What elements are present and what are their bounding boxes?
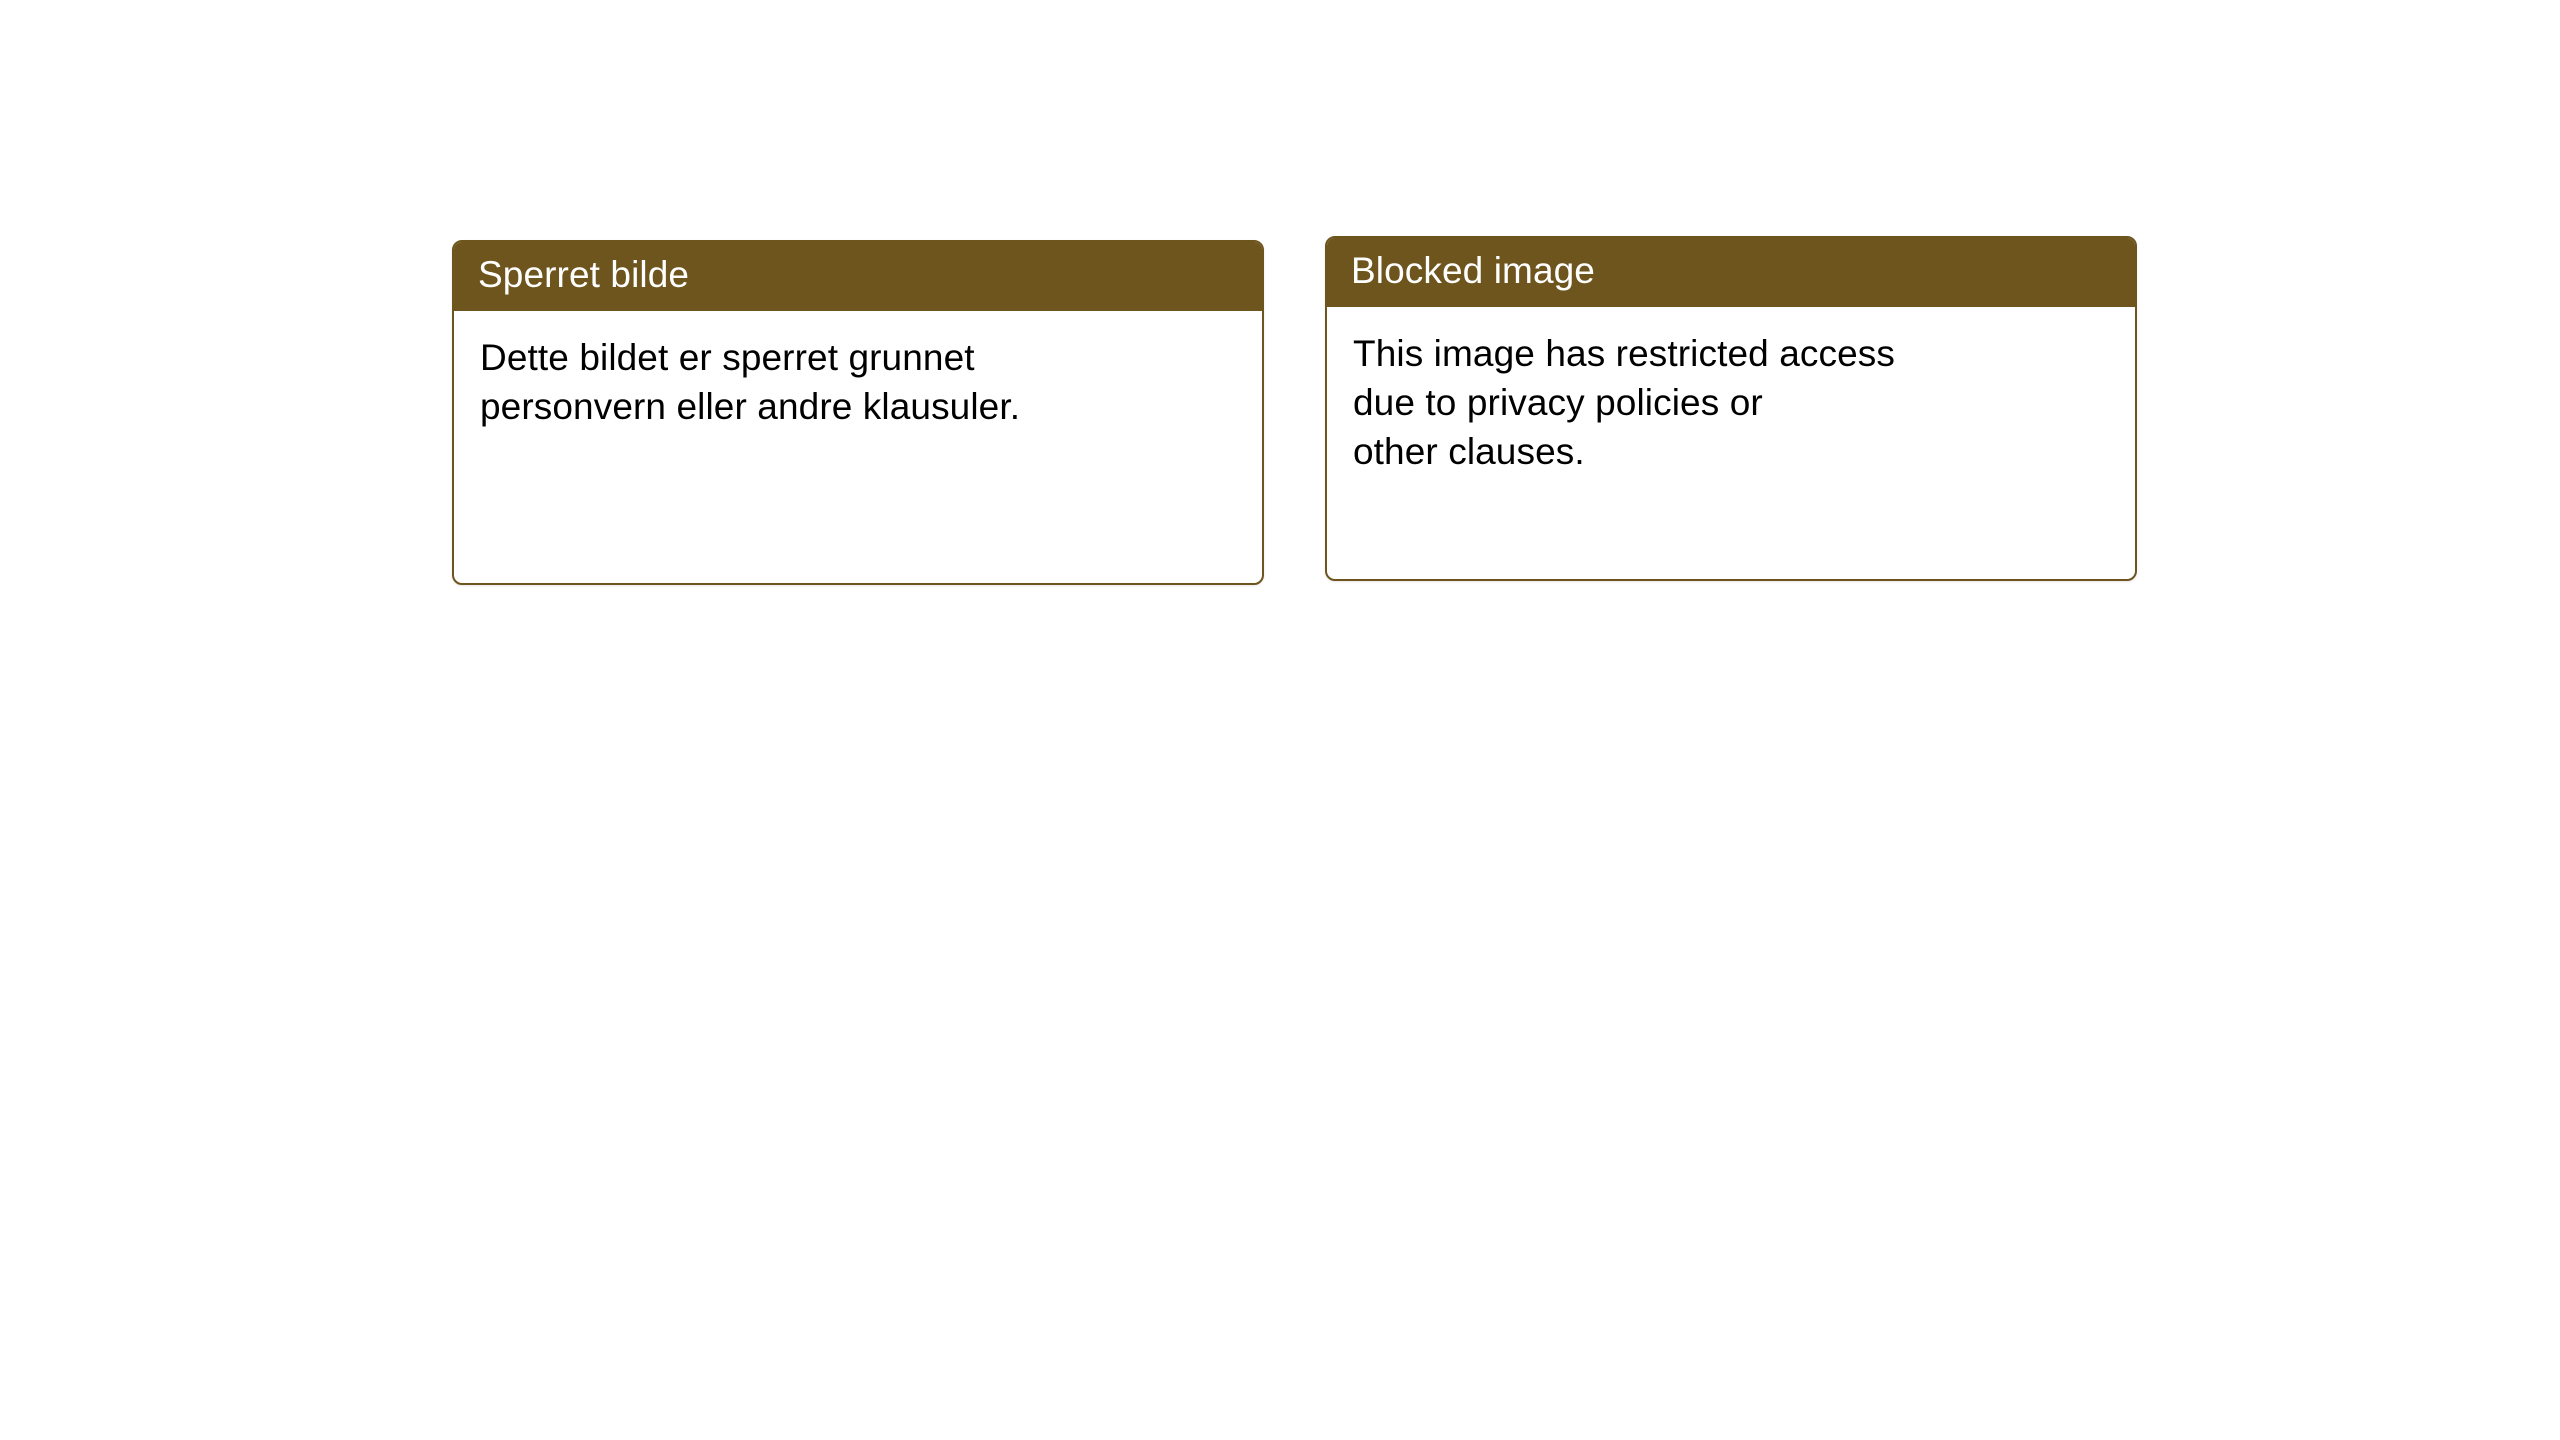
notice-body-line: due to privacy policies or — [1353, 382, 1763, 424]
blocked-image-notice-card-english — [1325, 236, 2137, 581]
notice-body-line: This image has restricted access — [1353, 333, 1895, 374]
blocked-image-notice-card-norwegian — [452, 240, 1264, 585]
notice-body-line: personvern eller andre klausuler. — [480, 386, 1021, 428]
notice-body-english — [1327, 307, 2135, 477]
notice-body-line: other clauses. — [1353, 431, 1585, 473]
notice-body-line: Dette bildet er sperret grunnet — [480, 337, 975, 378]
notice-title-english: Blocked image — [1327, 238, 2135, 307]
notice-title-norwegian: Sperret bilde — [454, 242, 1262, 311]
notice-body-norwegian — [454, 311, 1262, 431]
